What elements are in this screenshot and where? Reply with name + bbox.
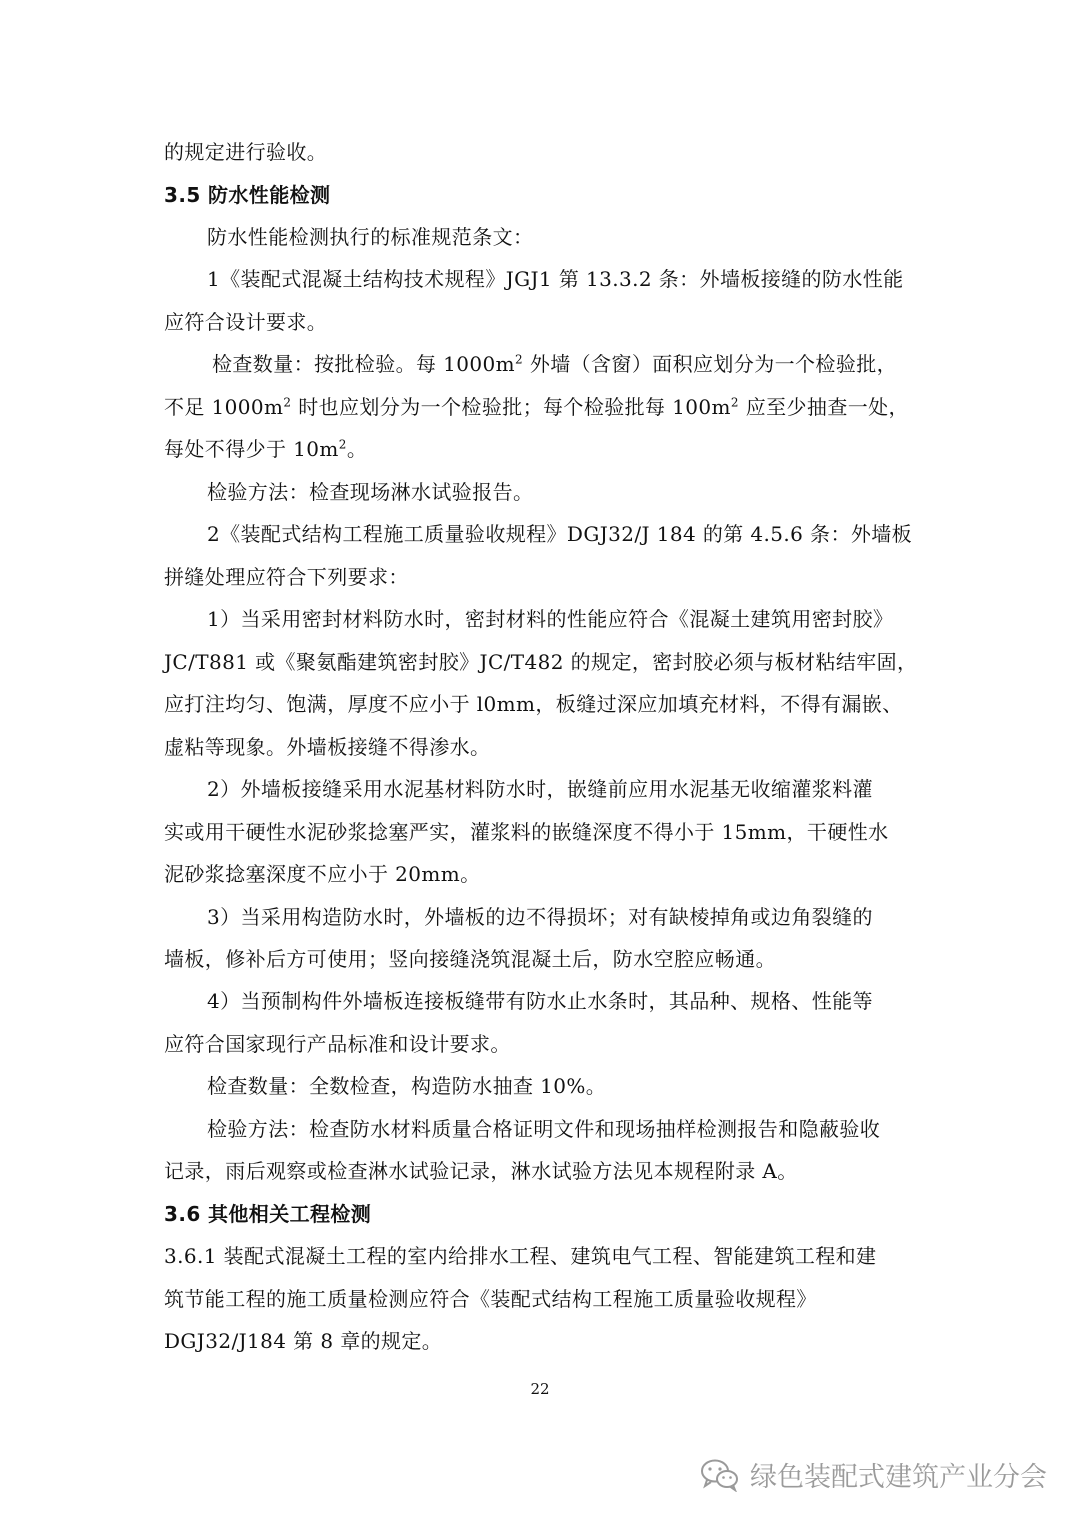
text-line: 1）当采用密封材料防水时，密封材料的性能应符合《混凝土建筑用密封胶》 [207, 607, 894, 631]
text-line: JC/T881 或《聚氨酯建筑密封胶》JC/T482 的规定，密封胶必须与板材粘结牢固， [164, 650, 918, 674]
text-span: 检查数量：按批检验。每 1000m [212, 352, 516, 376]
text-line: 记录，雨后观察或检查淋水试验记录，淋水试验方法见本规程附录 A。 [164, 1159, 798, 1183]
text-line [212, 350, 897, 378]
text-line: 的规定进行验收。 [164, 140, 328, 164]
text-line: 墙板，修补后方可使用；竖向接缝浇筑混凝土后，防水空腔应畅通。 [164, 947, 776, 971]
watermark [700, 1455, 1047, 1494]
text-line: DGJ32/J184 第 8 章的规定。 [164, 1329, 443, 1353]
text-span: 不足 1000m [164, 395, 284, 419]
superscript: 2 [730, 395, 739, 410]
text-line: 虚粘等现象。外墙板接缝不得渗水。 [164, 735, 491, 759]
text-line: 4）当预制构件外墙板连接板缝带有防水止水条时，其品种、规格、性能等 [207, 989, 873, 1013]
superscript: 2 [338, 437, 347, 452]
text-line: 2）外墙板接缝采用水泥基材料防水时，嵌缝前应用水泥基无收缩灌浆料灌 [207, 777, 873, 801]
text-line: 应符合设计要求。 [164, 310, 328, 334]
text-line [164, 435, 367, 463]
watermark-text: 绿色装配式建筑产业分会 [750, 1462, 1047, 1493]
text-line: 检查数量：全数检查，构造防水抽查 10%。 [207, 1074, 607, 1098]
text-line: 防水性能检测执行的标准规范条文： [207, 225, 534, 249]
text-span: 。 [346, 437, 368, 461]
text-line: 筑节能工程的施工质量检测应符合《装配式结构工程施工质量验收规程》 [164, 1287, 817, 1311]
text-line: 应符合国家现行产品标准和设计要求。 [164, 1032, 511, 1056]
superscript: 2 [283, 395, 292, 410]
text-line: 拼缝处理应符合下列要求： [164, 565, 409, 589]
wechat-icon [700, 1458, 740, 1492]
text-line: 实或用干硬性水泥砂浆捻塞严实，灌浆料的嵌缝深度不得小于 15mm，干硬性水 [164, 820, 889, 844]
superscript: 2 [515, 352, 524, 367]
text-span: 时也应划分为一个检验批；每个检验批每 100m [291, 395, 731, 419]
text-line: 检验方法：检查防水材料质量合格证明文件和现场抽样检测报告和隐蔽验收 [207, 1117, 881, 1141]
text-span: 外墙（含窗）面积应划分为一个检验批， [523, 352, 898, 376]
text-span: 应至少抽查一处， [738, 395, 909, 419]
page-number: 22 [530, 1380, 550, 1398]
text-span: 每处不得少于 10m [164, 437, 339, 461]
text-line [164, 393, 909, 421]
text-line: 1《装配式混凝土结构技术规程》JGJ1 第 13.3.2 条：外墙板接缝的防水性能 [207, 267, 904, 291]
text-line: 检验方法：检查现场淋水试验报告。 [207, 480, 534, 504]
text-line: 3）当采用构造防水时，外墙板的边不得损坏；对有缺棱掉角或边角裂缝的 [207, 905, 873, 929]
text-line: 应打注均匀、饱满，厚度不应小于 l0mm，板缝过深应加填充材料，不得有漏嵌、 [164, 692, 903, 716]
text-line: 泥砂浆捻塞深度不应小于 20mm。 [164, 862, 481, 886]
section-heading-3-5: 3.5 防水性能检测 [164, 183, 331, 207]
text-line: 2《装配式结构工程施工质量验收规程》DGJ32/J 184 的第 4.5.6 条：外墙板 [207, 522, 913, 546]
section-heading-3-6: 3.6 其他相关工程检测 [164, 1202, 372, 1226]
text-line: 3.6.1 装配式混凝土工程的室内给排水工程、建筑电气工程、智能建筑工程和建 [164, 1244, 877, 1268]
